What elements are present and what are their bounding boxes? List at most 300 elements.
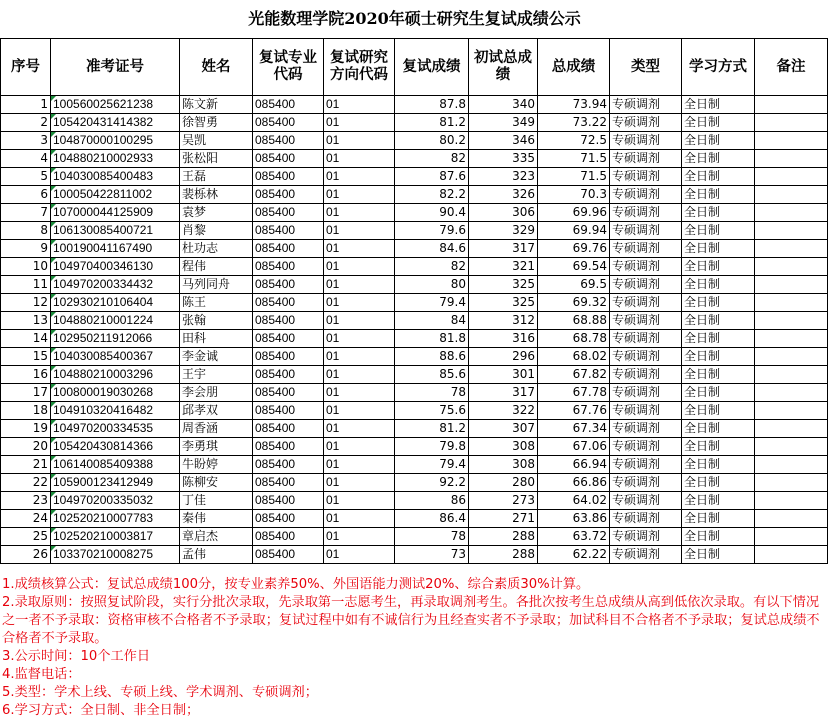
index-cell[interactable]: 4 [1,150,51,168]
prelim-score-cell[interactable]: 321 [469,258,538,276]
remarks-cell[interactable] [755,132,828,150]
prelim-score-cell[interactable]: 346 [469,132,538,150]
total-score-cell[interactable]: 69.5 [538,276,610,294]
exam-id-cell[interactable]: 102520210003817 [51,528,180,546]
index-cell[interactable]: 10 [1,258,51,276]
index-cell[interactable]: 14 [1,330,51,348]
retest-score-cell[interactable]: 80.2 [395,132,469,150]
total-score-cell[interactable]: 73.22 [538,114,610,132]
total-score-cell[interactable]: 71.5 [538,150,610,168]
type-cell[interactable]: 专硕调剂 [610,384,682,402]
type-cell[interactable]: 专硕调剂 [610,330,682,348]
direction-code-cell[interactable]: 01 [324,150,395,168]
name-cell[interactable]: 张翰 [180,312,253,330]
prelim-score-cell[interactable]: 323 [469,168,538,186]
name-cell[interactable]: 丁佳 [180,492,253,510]
prelim-score-cell[interactable]: 280 [469,474,538,492]
major-code-cell[interactable]: 085400 [253,186,324,204]
direction-code-cell[interactable]: 01 [324,222,395,240]
direction-code-cell[interactable]: 01 [324,204,395,222]
total-score-cell[interactable]: 67.78 [538,384,610,402]
remarks-cell[interactable] [755,348,828,366]
direction-code-cell[interactable]: 01 [324,474,395,492]
major-code-cell[interactable]: 085400 [253,492,324,510]
direction-code-cell[interactable]: 01 [324,402,395,420]
exam-id-cell[interactable]: 100050422811002 [51,186,180,204]
prelim-score-cell[interactable]: 325 [469,276,538,294]
total-score-cell[interactable]: 64.02 [538,492,610,510]
prelim-score-cell[interactable]: 271 [469,510,538,528]
study-mode-cell[interactable]: 全日制 [682,384,755,402]
prelim-score-cell[interactable]: 322 [469,402,538,420]
col-header-index[interactable]: 序号 [1,39,51,96]
retest-score-cell[interactable]: 90.4 [395,204,469,222]
total-score-cell[interactable]: 63.72 [538,528,610,546]
type-cell[interactable]: 专硕调剂 [610,276,682,294]
total-score-cell[interactable]: 66.86 [538,474,610,492]
index-cell[interactable]: 26 [1,546,51,564]
name-cell[interactable]: 裴栎林 [180,186,253,204]
index-cell[interactable]: 11 [1,276,51,294]
prelim-score-cell[interactable]: 335 [469,150,538,168]
retest-score-cell[interactable]: 82.2 [395,186,469,204]
study-mode-cell[interactable]: 全日制 [682,240,755,258]
name-cell[interactable]: 王磊 [180,168,253,186]
major-code-cell[interactable]: 085400 [253,258,324,276]
name-cell[interactable]: 袁梦 [180,204,253,222]
study-mode-cell[interactable]: 全日制 [682,222,755,240]
study-mode-cell[interactable]: 全日制 [682,492,755,510]
prelim-score-cell[interactable]: 273 [469,492,538,510]
prelim-score-cell[interactable]: 306 [469,204,538,222]
prelim-score-cell[interactable]: 308 [469,456,538,474]
major-code-cell[interactable]: 085400 [253,456,324,474]
name-cell[interactable]: 徐智勇 [180,114,253,132]
direction-code-cell[interactable]: 01 [324,312,395,330]
col-header-type[interactable]: 类型 [610,39,682,96]
remarks-cell[interactable] [755,294,828,312]
type-cell[interactable]: 专硕调剂 [610,222,682,240]
type-cell[interactable]: 专硕调剂 [610,168,682,186]
index-cell[interactable]: 8 [1,222,51,240]
retest-score-cell[interactable]: 86.4 [395,510,469,528]
exam-id-cell[interactable]: 104970200335032 [51,492,180,510]
major-code-cell[interactable]: 085400 [253,546,324,564]
retest-score-cell[interactable]: 82 [395,150,469,168]
index-cell[interactable]: 16 [1,366,51,384]
study-mode-cell[interactable]: 全日制 [682,276,755,294]
prelim-score-cell[interactable]: 317 [469,384,538,402]
type-cell[interactable]: 专硕调剂 [610,402,682,420]
name-cell[interactable]: 牛盼婷 [180,456,253,474]
major-code-cell[interactable]: 085400 [253,510,324,528]
prelim-score-cell[interactable]: 308 [469,438,538,456]
direction-code-cell[interactable]: 01 [324,420,395,438]
name-cell[interactable]: 田科 [180,330,253,348]
name-cell[interactable]: 李会朋 [180,384,253,402]
total-score-cell[interactable]: 73.94 [538,96,610,114]
direction-code-cell[interactable]: 01 [324,240,395,258]
type-cell[interactable]: 专硕调剂 [610,348,682,366]
remarks-cell[interactable] [755,240,828,258]
study-mode-cell[interactable]: 全日制 [682,546,755,564]
name-cell[interactable]: 王宇 [180,366,253,384]
index-cell[interactable]: 7 [1,204,51,222]
major-code-cell[interactable]: 085400 [253,204,324,222]
study-mode-cell[interactable]: 全日制 [682,312,755,330]
major-code-cell[interactable]: 085400 [253,240,324,258]
total-score-cell[interactable]: 67.76 [538,402,610,420]
type-cell[interactable]: 专硕调剂 [610,114,682,132]
study-mode-cell[interactable]: 全日制 [682,510,755,528]
prelim-score-cell[interactable]: 296 [469,348,538,366]
remarks-cell[interactable] [755,168,828,186]
remarks-cell[interactable] [755,204,828,222]
exam-id-cell[interactable]: 106130085400721 [51,222,180,240]
index-cell[interactable]: 1 [1,96,51,114]
exam-id-cell[interactable]: 104880210002933 [51,150,180,168]
direction-code-cell[interactable]: 01 [324,438,395,456]
retest-score-cell[interactable]: 81.2 [395,114,469,132]
total-score-cell[interactable]: 68.78 [538,330,610,348]
major-code-cell[interactable]: 085400 [253,366,324,384]
total-score-cell[interactable]: 72.5 [538,132,610,150]
name-cell[interactable]: 陈柳安 [180,474,253,492]
major-code-cell[interactable]: 085400 [253,312,324,330]
type-cell[interactable]: 专硕调剂 [610,204,682,222]
total-score-cell[interactable]: 69.94 [538,222,610,240]
exam-id-cell[interactable]: 105900123412949 [51,474,180,492]
prelim-score-cell[interactable]: 349 [469,114,538,132]
direction-code-cell[interactable]: 01 [324,546,395,564]
remarks-cell[interactable] [755,222,828,240]
major-code-cell[interactable]: 085400 [253,438,324,456]
direction-code-cell[interactable]: 01 [324,510,395,528]
total-score-cell[interactable]: 69.96 [538,204,610,222]
name-cell[interactable]: 章启杰 [180,528,253,546]
study-mode-cell[interactable]: 全日制 [682,96,755,114]
col-header-major-code[interactable]: 复试专业代码 [253,39,324,96]
index-cell[interactable]: 19 [1,420,51,438]
retest-score-cell[interactable]: 79.4 [395,456,469,474]
exam-id-cell[interactable]: 104870000100295 [51,132,180,150]
index-cell[interactable]: 25 [1,528,51,546]
type-cell[interactable]: 专硕调剂 [610,420,682,438]
remarks-cell[interactable] [755,276,828,294]
index-cell[interactable]: 21 [1,456,51,474]
retest-score-cell[interactable]: 78 [395,384,469,402]
study-mode-cell[interactable]: 全日制 [682,204,755,222]
total-score-cell[interactable]: 67.34 [538,420,610,438]
direction-code-cell[interactable]: 01 [324,258,395,276]
col-header-total-score[interactable]: 总成绩 [538,39,610,96]
exam-id-cell[interactable]: 104970200334432 [51,276,180,294]
study-mode-cell[interactable]: 全日制 [682,186,755,204]
remarks-cell[interactable] [755,510,828,528]
remarks-cell[interactable] [755,96,828,114]
total-score-cell[interactable]: 68.02 [538,348,610,366]
index-cell[interactable]: 15 [1,348,51,366]
index-cell[interactable]: 23 [1,492,51,510]
exam-id-cell[interactable]: 102950211912066 [51,330,180,348]
direction-code-cell[interactable]: 01 [324,492,395,510]
study-mode-cell[interactable]: 全日制 [682,114,755,132]
prelim-score-cell[interactable]: 325 [469,294,538,312]
major-code-cell[interactable]: 085400 [253,150,324,168]
name-cell[interactable]: 陈文新 [180,96,253,114]
remarks-cell[interactable] [755,420,828,438]
prelim-score-cell[interactable]: 317 [469,240,538,258]
type-cell[interactable]: 专硕调剂 [610,150,682,168]
exam-id-cell[interactable]: 100190041167490 [51,240,180,258]
exam-id-cell[interactable]: 104030085400367 [51,348,180,366]
prelim-score-cell[interactable]: 326 [469,186,538,204]
remarks-cell[interactable] [755,474,828,492]
prelim-score-cell[interactable]: 288 [469,528,538,546]
study-mode-cell[interactable]: 全日制 [682,456,755,474]
direction-code-cell[interactable]: 01 [324,294,395,312]
major-code-cell[interactable]: 085400 [253,402,324,420]
name-cell[interactable]: 邱孝双 [180,402,253,420]
major-code-cell[interactable]: 085400 [253,528,324,546]
retest-score-cell[interactable]: 86 [395,492,469,510]
direction-code-cell[interactable]: 01 [324,276,395,294]
index-cell[interactable]: 17 [1,384,51,402]
type-cell[interactable]: 专硕调剂 [610,294,682,312]
type-cell[interactable]: 专硕调剂 [610,240,682,258]
retest-score-cell[interactable]: 85.6 [395,366,469,384]
retest-score-cell[interactable]: 87.8 [395,96,469,114]
exam-id-cell[interactable]: 104880210003296 [51,366,180,384]
remarks-cell[interactable] [755,330,828,348]
remarks-cell[interactable] [755,384,828,402]
direction-code-cell[interactable]: 01 [324,366,395,384]
direction-code-cell[interactable]: 01 [324,456,395,474]
type-cell[interactable]: 专硕调剂 [610,528,682,546]
index-cell[interactable]: 24 [1,510,51,528]
prelim-score-cell[interactable]: 329 [469,222,538,240]
total-score-cell[interactable]: 67.06 [538,438,610,456]
exam-id-cell[interactable]: 104970400346130 [51,258,180,276]
major-code-cell[interactable]: 085400 [253,294,324,312]
remarks-cell[interactable] [755,366,828,384]
total-score-cell[interactable]: 69.54 [538,258,610,276]
index-cell[interactable]: 20 [1,438,51,456]
major-code-cell[interactable]: 085400 [253,384,324,402]
study-mode-cell[interactable]: 全日制 [682,294,755,312]
index-cell[interactable]: 6 [1,186,51,204]
name-cell[interactable]: 马列同舟 [180,276,253,294]
table-row [1,384,828,402]
name-cell[interactable]: 吴凯 [180,132,253,150]
col-header-retest-score[interactable]: 复试成绩 [395,39,469,96]
study-mode-cell[interactable]: 全日制 [682,132,755,150]
major-code-cell[interactable]: 085400 [253,276,324,294]
prelim-score-cell[interactable]: 301 [469,366,538,384]
exam-id-cell[interactable]: 102930210106404 [51,294,180,312]
exam-id-cell[interactable]: 107000044125909 [51,204,180,222]
total-score-cell[interactable]: 71.5 [538,168,610,186]
remarks-cell[interactable] [755,114,828,132]
exam-id-cell[interactable]: 102520210007783 [51,510,180,528]
exam-id-cell[interactable]: 104880210001224 [51,312,180,330]
retest-score-cell[interactable]: 87.6 [395,168,469,186]
type-cell[interactable]: 专硕调剂 [610,258,682,276]
direction-code-cell[interactable]: 01 [324,114,395,132]
remarks-cell[interactable] [755,492,828,510]
prelim-score-cell[interactable]: 312 [469,312,538,330]
type-cell[interactable]: 专硕调剂 [610,492,682,510]
retest-score-cell[interactable]: 84.6 [395,240,469,258]
major-code-cell[interactable]: 085400 [253,330,324,348]
study-mode-cell[interactable]: 全日制 [682,402,755,420]
direction-code-cell[interactable]: 01 [324,168,395,186]
prelim-score-cell[interactable]: 288 [469,546,538,564]
direction-code-cell[interactable]: 01 [324,330,395,348]
exam-id-cell[interactable]: 104030085400483 [51,168,180,186]
index-cell[interactable]: 5 [1,168,51,186]
index-cell[interactable]: 18 [1,402,51,420]
retest-score-cell[interactable]: 84 [395,312,469,330]
col-header-prelim-score[interactable]: 初试总成绩 [469,39,538,96]
name-cell[interactable]: 李勇琪 [180,438,253,456]
major-code-cell[interactable]: 085400 [253,114,324,132]
exam-id-cell[interactable]: 104910320416482 [51,402,180,420]
retest-score-cell[interactable]: 78 [395,528,469,546]
index-cell[interactable]: 3 [1,132,51,150]
name-cell[interactable]: 张松阳 [180,150,253,168]
name-cell[interactable]: 孟伟 [180,546,253,564]
type-cell[interactable]: 专硕调剂 [610,312,682,330]
retest-score-cell[interactable]: 88.6 [395,348,469,366]
direction-code-cell[interactable]: 01 [324,96,395,114]
direction-code-cell[interactable]: 01 [324,132,395,150]
retest-score-cell[interactable]: 80 [395,276,469,294]
major-code-cell[interactable]: 085400 [253,348,324,366]
total-score-cell[interactable]: 68.88 [538,312,610,330]
type-cell[interactable]: 专硕调剂 [610,186,682,204]
study-mode-cell[interactable]: 全日制 [682,528,755,546]
retest-score-cell[interactable]: 75.6 [395,402,469,420]
name-cell[interactable]: 周香涵 [180,420,253,438]
col-header-remarks[interactable]: 备注 [755,39,828,96]
total-score-cell[interactable]: 69.76 [538,240,610,258]
prelim-score-cell[interactable]: 340 [469,96,538,114]
retest-score-cell[interactable]: 81.2 [395,420,469,438]
index-cell[interactable]: 13 [1,312,51,330]
remarks-cell[interactable] [755,402,828,420]
name-cell[interactable]: 秦伟 [180,510,253,528]
type-cell[interactable]: 专硕调剂 [610,96,682,114]
remarks-cell[interactable] [755,438,828,456]
name-cell[interactable]: 杜功志 [180,240,253,258]
direction-code-cell[interactable]: 01 [324,186,395,204]
major-code-cell[interactable]: 085400 [253,132,324,150]
type-cell[interactable]: 专硕调剂 [610,456,682,474]
study-mode-cell[interactable]: 全日制 [682,150,755,168]
total-score-cell[interactable]: 69.32 [538,294,610,312]
col-header-name[interactable]: 姓名 [180,39,253,96]
total-score-cell[interactable]: 70.3 [538,186,610,204]
type-cell[interactable]: 专硕调剂 [610,132,682,150]
index-cell[interactable]: 2 [1,114,51,132]
remarks-cell[interactable] [755,456,828,474]
retest-score-cell[interactable]: 73 [395,546,469,564]
total-score-cell[interactable]: 67.82 [538,366,610,384]
major-code-cell[interactable]: 085400 [253,168,324,186]
exam-id-cell[interactable]: 100800019030268 [51,384,180,402]
index-cell[interactable]: 22 [1,474,51,492]
exam-id-cell[interactable]: 103370210008275 [51,546,180,564]
type-cell[interactable]: 专硕调剂 [610,474,682,492]
exam-id-cell[interactable]: 106140085409388 [51,456,180,474]
name-cell[interactable]: 肖黎 [180,222,253,240]
remarks-cell[interactable] [755,186,828,204]
retest-score-cell[interactable]: 79.8 [395,438,469,456]
study-mode-cell[interactable]: 全日制 [682,168,755,186]
study-mode-cell[interactable]: 全日制 [682,330,755,348]
type-cell[interactable]: 专硕调剂 [610,366,682,384]
type-cell[interactable]: 专硕调剂 [610,438,682,456]
direction-code-cell[interactable]: 01 [324,384,395,402]
study-mode-cell[interactable]: 全日制 [682,366,755,384]
prelim-score-cell[interactable]: 307 [469,420,538,438]
table-row [1,330,828,348]
type-cell[interactable]: 专硕调剂 [610,510,682,528]
table-row [1,546,828,564]
type-cell[interactable]: 专硕调剂 [610,546,682,564]
major-code-cell[interactable]: 085400 [253,222,324,240]
retest-score-cell[interactable]: 79.6 [395,222,469,240]
total-score-cell[interactable]: 63.86 [538,510,610,528]
name-cell[interactable]: 李金诚 [180,348,253,366]
remarks-cell[interactable] [755,258,828,276]
index-cell[interactable]: 12 [1,294,51,312]
study-mode-cell[interactable]: 全日制 [682,348,755,366]
direction-code-cell[interactable]: 01 [324,528,395,546]
col-header-direction-code[interactable]: 复试研究方向代码 [324,39,395,96]
remarks-cell[interactable] [755,312,828,330]
remarks-cell[interactable] [755,546,828,564]
remarks-cell[interactable] [755,528,828,546]
prelim-score-cell[interactable]: 316 [469,330,538,348]
major-code-cell[interactable]: 085400 [253,96,324,114]
retest-score-cell[interactable]: 82 [395,258,469,276]
col-header-exam-id[interactable]: 准考证号 [51,39,180,96]
study-mode-cell[interactable]: 全日制 [682,420,755,438]
retest-score-cell[interactable]: 92.2 [395,474,469,492]
index-cell[interactable]: 9 [1,240,51,258]
total-score-cell[interactable]: 66.94 [538,456,610,474]
study-mode-cell[interactable]: 全日制 [682,474,755,492]
exam-id-cell[interactable]: 105420431414382 [51,114,180,132]
remarks-cell[interactable] [755,150,828,168]
retest-score-cell[interactable]: 79.4 [395,294,469,312]
col-header-study-mode[interactable]: 学习方式 [682,39,755,96]
retest-score-cell[interactable]: 81.8 [395,330,469,348]
direction-code-cell[interactable]: 01 [324,348,395,366]
exam-id-cell[interactable]: 105420430814366 [51,438,180,456]
name-cell[interactable]: 陈王 [180,294,253,312]
major-code-cell[interactable]: 085400 [253,420,324,438]
exam-id-cell[interactable]: 100560025621238 [51,96,180,114]
total-score-cell[interactable]: 62.22 [538,546,610,564]
study-mode-cell[interactable]: 全日制 [682,258,755,276]
exam-id-cell[interactable]: 104970200334535 [51,420,180,438]
study-mode-cell[interactable]: 全日制 [682,438,755,456]
major-code-cell[interactable]: 085400 [253,474,324,492]
name-cell[interactable]: 程伟 [180,258,253,276]
